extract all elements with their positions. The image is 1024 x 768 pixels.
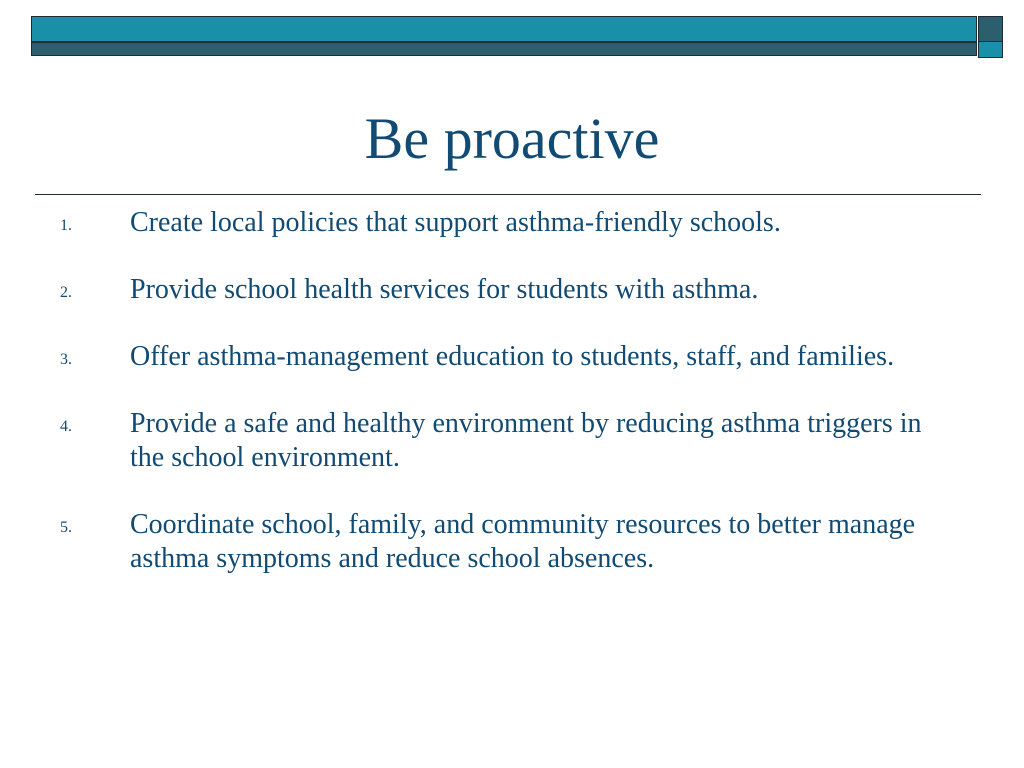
list-item-number: 1. bbox=[60, 217, 72, 234]
header-bar-band-bottom bbox=[32, 43, 976, 55]
list-item bbox=[60, 508, 980, 576]
list-item bbox=[60, 340, 980, 374]
list-item-number: 5. bbox=[60, 519, 72, 536]
list-item-text: Offer asthma-management education to students, staff, and families. bbox=[130, 341, 895, 372]
list-item-number: 2. bbox=[60, 284, 72, 301]
header-side-block-bottom bbox=[978, 41, 1003, 58]
list-item-text: Provide school health services for students with asthma. bbox=[130, 274, 759, 305]
title-underline bbox=[35, 194, 981, 195]
list-item bbox=[60, 407, 980, 475]
list-item-text: Create local policies that support asthma-friendly schools. bbox=[130, 207, 781, 238]
list-item-number: 4. bbox=[60, 418, 72, 435]
list-item-text: Coordinate school, family, and community resources to better manage asthma symptoms and reduce school absences. bbox=[130, 509, 916, 574]
list-item bbox=[60, 273, 980, 307]
header-side-block-top bbox=[978, 16, 1003, 42]
list-item-number: 3. bbox=[60, 351, 72, 368]
header-decorative-bar bbox=[31, 16, 977, 56]
numbered-list bbox=[60, 206, 980, 609]
list-item-text: Provide a safe and healthy environment by reducing asthma triggers in the school environment. bbox=[130, 408, 922, 473]
header-bar-band-top bbox=[32, 17, 976, 41]
list-item bbox=[60, 206, 980, 240]
slide-title: Be proactive bbox=[364, 106, 660, 171]
